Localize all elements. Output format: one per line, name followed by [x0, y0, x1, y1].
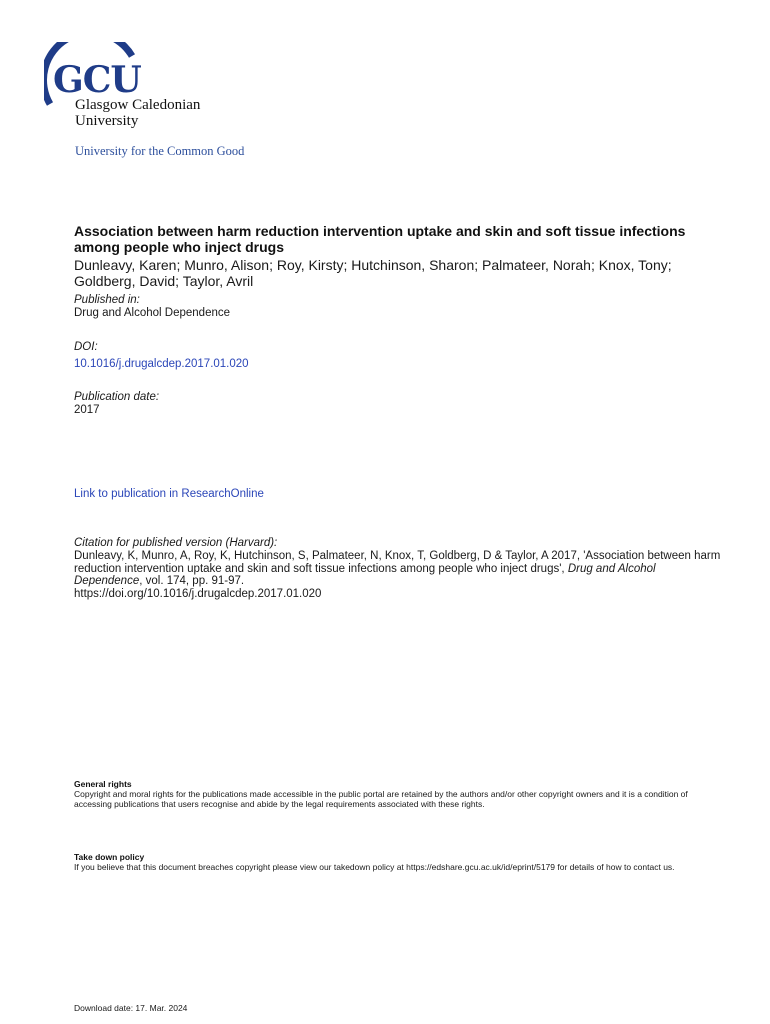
- published-in-block: [74, 294, 230, 320]
- logo-name-line2: University: [75, 112, 139, 129]
- citation-text: [74, 550, 724, 600]
- logo-university-name: [75, 98, 200, 129]
- research-online-link[interactable]: Link to publication in ResearchOnline: [74, 488, 264, 500]
- general-rights-block: [74, 779, 724, 809]
- paper-authors: Dunleavy, Karen; Munro, Alison; Roy, Kirsty; Hutchinson, Sharon; Palmateer, Norah; Knox, Tony; Goldberg, David; Taylor, Avril: [74, 257, 672, 289]
- doi-link[interactable]: 10.1016/j.drugalcdep.2017.01.020: [74, 358, 249, 370]
- take-down-heading: Take down policy: [74, 852, 145, 862]
- logo-acronym: GCU: [53, 59, 141, 101]
- doi-block: [74, 341, 249, 372]
- take-down-text: If you believe that this document breaches copyright please view our takedown policy at https://edshare.gcu.ac.uk/id/eprint/5179 for details of how to contact us.: [74, 862, 675, 872]
- publication-date-block: [74, 391, 159, 417]
- published-in-label: Published in:: [74, 294, 140, 306]
- general-rights-text: Copyright and moral rights for the publications made accessible in the public portal are retained by the authors and/or other copyright owners and it is a condition of accessing publications that users recognise and abide by the legal requirements associated with these rights.: [74, 789, 688, 809]
- paper-header: [74, 223, 724, 289]
- citation-block: [74, 537, 724, 600]
- download-date: Download date: 17. Mar. 2024: [74, 1003, 188, 1013]
- paper-title: Association between harm reduction intervention uptake and skin and soft tissue infections among people who inject drugs: [74, 223, 686, 255]
- citation-part2: , vol. 174, pp. 91-97.: [139, 575, 245, 587]
- citation-label: Citation for published version (Harvard):: [74, 537, 278, 549]
- publication-date-label: Publication date:: [74, 391, 160, 403]
- publication-date-value: 2017: [74, 404, 100, 416]
- logo-tagline: University for the Common Good: [75, 144, 245, 158]
- citation-url: https://doi.org/10.1016/j.drugalcdep.2017.01.020: [74, 587, 322, 600]
- gcu-logo: [44, 42, 264, 166]
- logo-name-line1: Glasgow Caledonian: [75, 97, 201, 113]
- general-rights-heading: General rights: [74, 779, 132, 789]
- take-down-block: [74, 852, 724, 872]
- published-in-value: Drug and Alcohol Dependence: [74, 307, 231, 319]
- citation-part1: Dunleavy, K, Munro, A, Roy, K, Hutchinson, S, Palmateer, N, Knox, T, Goldberg, D & Taylor, A 2017, 'Association between harm reduction intervention uptake and skin and soft tissue infections among people who inject drugs',: [74, 550, 721, 575]
- doi-label: DOI:: [74, 341, 98, 353]
- citation-journal: Drug and Alcohol Dependence: [74, 562, 656, 587]
